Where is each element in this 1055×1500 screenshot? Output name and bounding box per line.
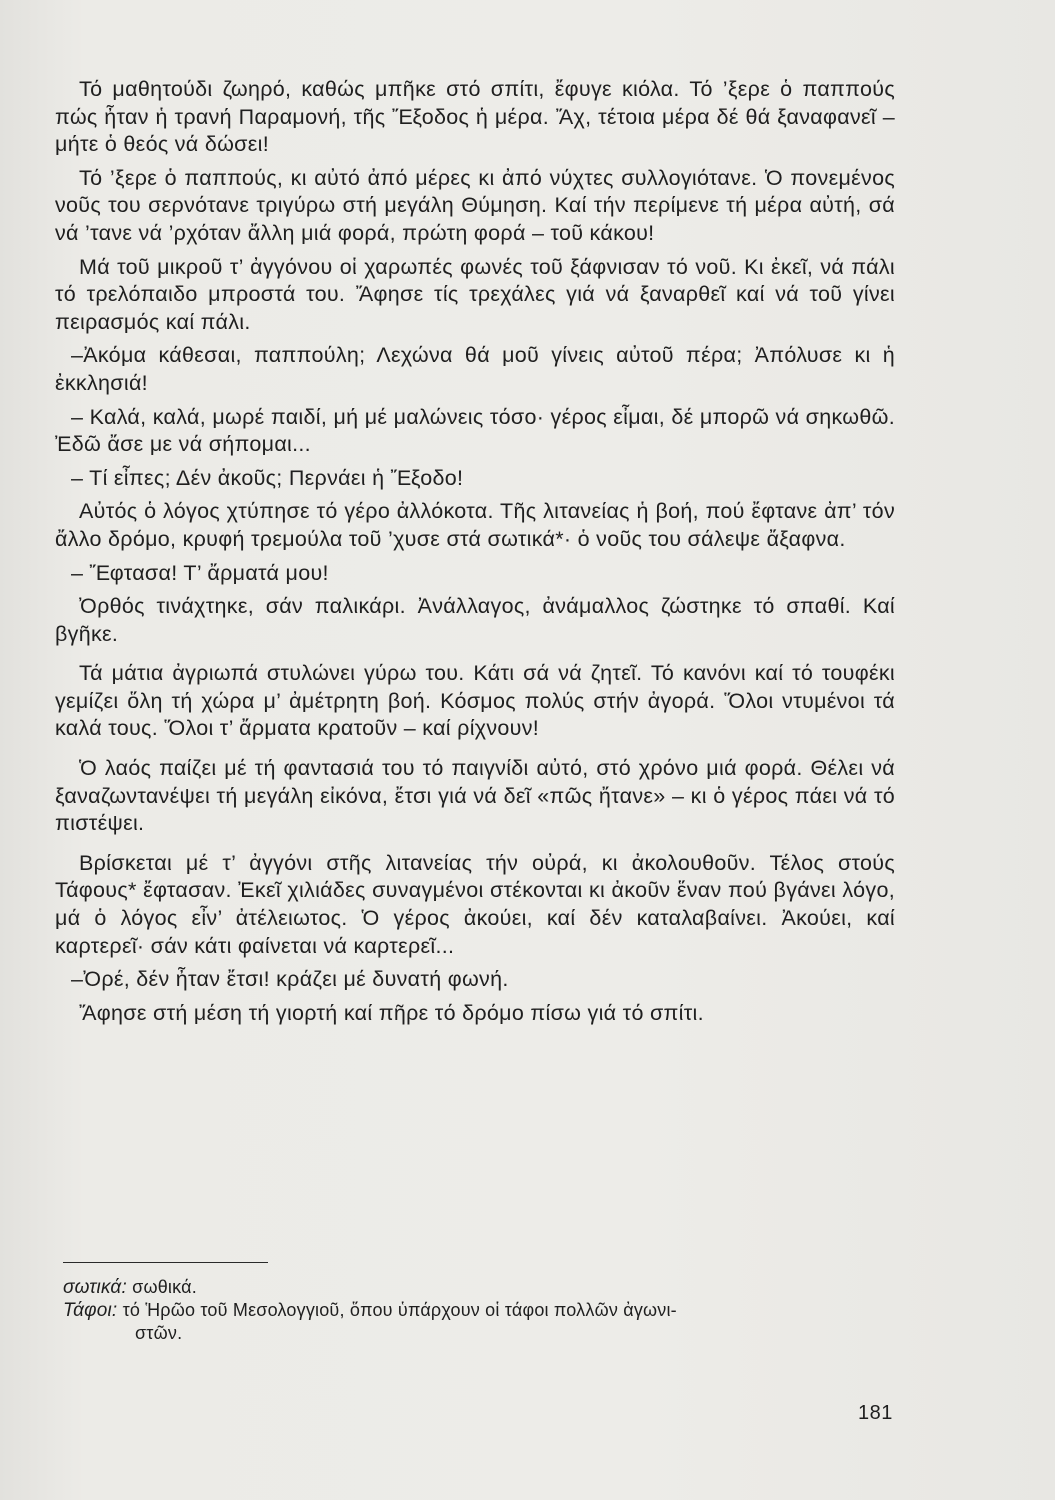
- paragraph-9: Ἄφησε στή μέση τή γιορτή καί πῆρε τό δρόμο πίσω γιά τό σπίτι.: [79, 1000, 704, 1025]
- footnote-text: τό Ἡρῶο τοῦ Μεσολογγιοῦ, ὅπου ὑπάρχουν οἱ τάφοι πολλῶν ἀγωνι-: [117, 1300, 677, 1320]
- dialog-line-4: – Ἔφτασα! Τ’ ἄρματά μου!: [71, 560, 329, 585]
- dialog-line-5: –Ὀρέ, δέν ἦταν ἔτσι! κράζει μέ δυνατή φωνή.: [71, 967, 509, 992]
- footnote-text: σωθικά.: [126, 1277, 197, 1297]
- footnote-tafoi: [63, 1299, 903, 1322]
- paragraph-4: Αὐτός ὁ λόγος χτύπησε τό γέρο ἀλλόκοτα. Τῆς λιτανείας ἡ βοή, πού ἔφτανε ἀπ’ τόν ἄλλο δρόμο, κρυφή τρεμούλα τοῦ ’χυσε στά σωτικά*· ὁ νοῦς του σάλεψε ἄξαφνα.: [55, 499, 895, 551]
- paragraph-2: Τό ’ξερε ὁ παππούς, κι αὐτό ἀπό μέρες κι ἀπό νύχτες συλλογιότανε. Ὁ πονεμένος νοῦς του σερνότανε τριγύρω στή μεγάλη Θύμηση. Καί τήν περίμενε τή μέρα αὐτή, σά νά ’τανε νά ’ρχόταν ἄλλη μιά φορά, πρώτη φορά – τοῦ κάκου!: [55, 165, 895, 245]
- footnote-term: σωτικά:: [63, 1277, 127, 1298]
- footnote-continuation: στῶν.: [135, 1323, 183, 1343]
- footnotes: [63, 1276, 903, 1345]
- dialog-line-3: – Τί εἶπες; Δέν ἀκοῦς; Περνάει ἡ Ἔξοδο!: [71, 465, 464, 490]
- paragraph-3: Μά τοῦ μικροῦ τ’ ἀγγόνου οἱ χαρωπές φωνές τοῦ ξάφνισαν τό νοῦ. Κι ἐκεῖ, νά πάλι τό τρελόπαιδο μπροστά του. Ἄφησε τίς τρεχάλες γιά νά ξαναρθεῖ καί νά τοῦ γίνει πειρασμός καί πάλι.: [55, 254, 895, 334]
- main-text: [55, 76, 895, 1033]
- paragraph-5: Ὀρθός τινάχτηκε, σάν παλικάρι. Ἀνάλλαγος, ἀνάμαλλος ζώστηκε τό σπαθί. Καί βγῆκε.: [55, 594, 895, 646]
- dialog-line-2: – Καλά, καλά, μωρέ παιδί, μή μέ μαλώνεις τόσο· γέρος εἶμαι, δέ μπορῶ νά σηκωθῶ. Ἐδῶ ἄσε με νά σήπομαι...: [55, 404, 895, 457]
- paragraph-6: Τά μάτια ἀγριωπά στυλώνει γύρω του. Κάτι σά νά ζητεῖ. Τό κανόνι καί τό τουφέκι γεμίζει ὅλη τή χώρα μ’ ἀμέτρητη βοή. Κόσμος πολύς στήν ἀγορά. Ὅλοι ντυμένοι τά καλά τους. Ὅλοι τ’ ἄρματα κρατοῦν – καί ρίχνουν!: [55, 661, 895, 741]
- paragraph-1: Τό μαθητούδι ζωηρό, καθώς μπῆκε στό σπίτι, ἔφυγε κιόλα. Τό ’ξερε ὁ παππούς πώς ἦταν ἡ τρανή Παραμονή, τῆς Ἔξοδος ἡ μέρα. Ἄχ, τέτοια μέρα δέ θά ξαναφανεῖ – μήτε ὁ θεός νά δώσει!: [55, 77, 895, 157]
- footnote-sotika: [63, 1276, 903, 1299]
- footnote-term: Τάφοι:: [63, 1300, 118, 1321]
- paragraph-8: Βρίσκεται μέ τ’ ἀγγόνι στῆς λιτανείας τήν οὐρά, κι ἀκολουθοῦν. Τέλος στούς Τάφους* ἔφτασαν. Ἐκεῖ χιλιάδες συναγμένοι στέκονται κι ἀκοῦν ἕναν πού βγάνει λόγο, μά ὁ λόγος εἶν’ ἀτέλειωτος. Ὁ γέρος ἀκούει, καί δέν καταλαβαίνει. Ἀκούει, καί καρτερεῖ· σάν κάτι φαίνεται νά καρτερεῖ...: [55, 850, 895, 958]
- page-number: 181: [858, 1402, 893, 1424]
- paragraph-7: Ὁ λαός παίζει μέ τή φαντασιά του τό παιγνίδι αὐτό, στό χρόνο μιά φορά. Θέλει νά ξαναζωντανέψει τή μεγάλη εἰκόνα, ἔτσι γιά νά δεῖ «πῶς ἤτανε» – κι ὁ γέρος πάει νά τό πιστέψει.: [55, 756, 895, 836]
- dialog-line-1: –Ἀκόμα κάθεσαι, παππούλη; Λεχώνα θά μοῦ γίνεις αὐτοῦ πέρα; Ἀπόλυσε κι ἡ ἐκκλησιά!: [55, 343, 895, 395]
- footnote-divider: [63, 1262, 268, 1263]
